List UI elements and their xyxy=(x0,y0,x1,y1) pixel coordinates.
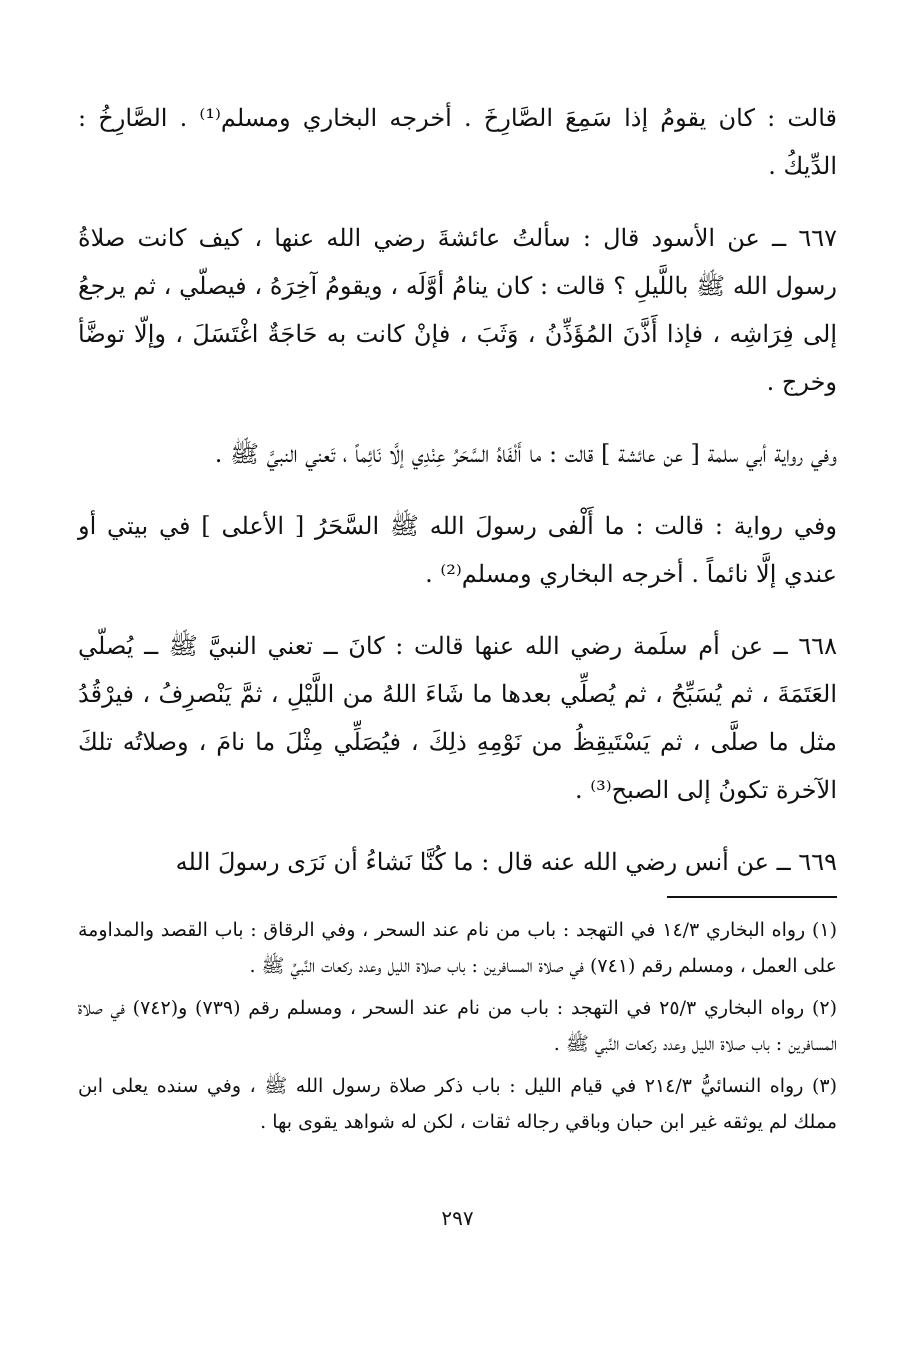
footnote-1: (١) رواه البخاري ١٤/٣ في التهجد : باب من نام عند السحر ، وفي الرقاق : باب القصد والمداومة على العمل ، ومسلم رقم (٧٤١) في صلاة المسافرين : باب صلاة الليل وعدد ركعات النَّبيِّ ﷺ . xyxy=(78,919,837,977)
paragraph-intro: قالت : كان يقومُ إذا سَمِعَ الصَّارِخَ . أخرجه البخاري ومسلم⁽¹⁾ . الصَّارِخُ : الدِّيكُ . xyxy=(78,104,837,180)
page-number: ٢٩٧ xyxy=(441,1206,474,1230)
paragraph-hadith-668: ٦٦٨ ــ عن أم سلَمة رضي الله عنها قالت : كانَ ــ تعني النبيَّ ﷺ ــ يُصلّي العَتَمَةَ ، ثم يُسَبِّحُ ، ثم يُصلِّي بعدها ما شَاءَ اللهُ من اللَّيْلِ ، ثمَّ يَنْصرِفُ ، فيرْقُدُ مثل ما صلَّى ، ثم يَسْتَيقِظُ من نَوْمِهِ ذلِكَ ، فيُصَلِّي مِثْلَ ما نامَ ، وصلاتُه تلكَ الآخرة تكونُ إلى الصبح⁽³⁾ . xyxy=(78,632,837,804)
paragraph-hadith-669: ٦٦٩ ــ عن أنس رضي الله عنه قال : ما كُنَّا نَشاءُ أن نَرَى رسولَ الله xyxy=(175,848,837,876)
paragraph-narration-abu-salama: وفي رواية أبي سلمة [ عن عائشة ] قالت : ما أَلْفَاهُ السَّحَرُ عِنْدِي إلَّا نَائِماً ، تَعني النبيَّ ﷺ . xyxy=(214,440,837,468)
paragraph-narration-2: وفي رواية : قالت : ما أَلْفى رسولَ الله ﷺ السَّحَرُ [ الأعلى ] في بيتي أو عندي إلَّا نائماً . أخرجه البخاري ومسلم⁽²⁾ . xyxy=(78,512,837,588)
footnote-2: (٢) رواه البخاري ٢٥/٣ في التهجد : باب من نام عند السحر ، ومسلم رقم (٧٣٩) و(٧٤٢) في صلاة المسافرين : باب صلاة الليل وعدد ركعات النَّبي ﷺ . xyxy=(78,997,837,1055)
footnote-3: (٣) رواه النسائيُّ ٢١٤/٣ في قيام الليل : باب ذكر صلاة رسول الله ﷺ ، وفي سنده يعلى ابن مملك لم يوثقه غير ابن حبان وباقي رجاله ثقات ، لكن له شواهد يقوى بها . xyxy=(78,1075,837,1133)
footnote-divider xyxy=(667,896,837,898)
footnotes xyxy=(78,912,837,1140)
main-text xyxy=(78,94,837,886)
paragraph-hadith-667: ٦٦٧ ــ عن الأسود قال : سألتُ عائشةَ رضي الله عنها ، كيف كانت صلاةُ رسول الله ﷺ باللَّيلِ ؟ قالت : كان ينامُ أوَّلَه ، ويقومُ آخِرَهُ ، فيصلّي ، ثم يرجعُ إلى فِرَاشِه ، فإذا أَذَّنَ المُؤَذِّنُ ، وَثَبَ ، فإنْ كانت به حَاجَةٌ اغْتَسَلَ ، وإلّا توضَّأ وخرج . xyxy=(78,224,837,396)
